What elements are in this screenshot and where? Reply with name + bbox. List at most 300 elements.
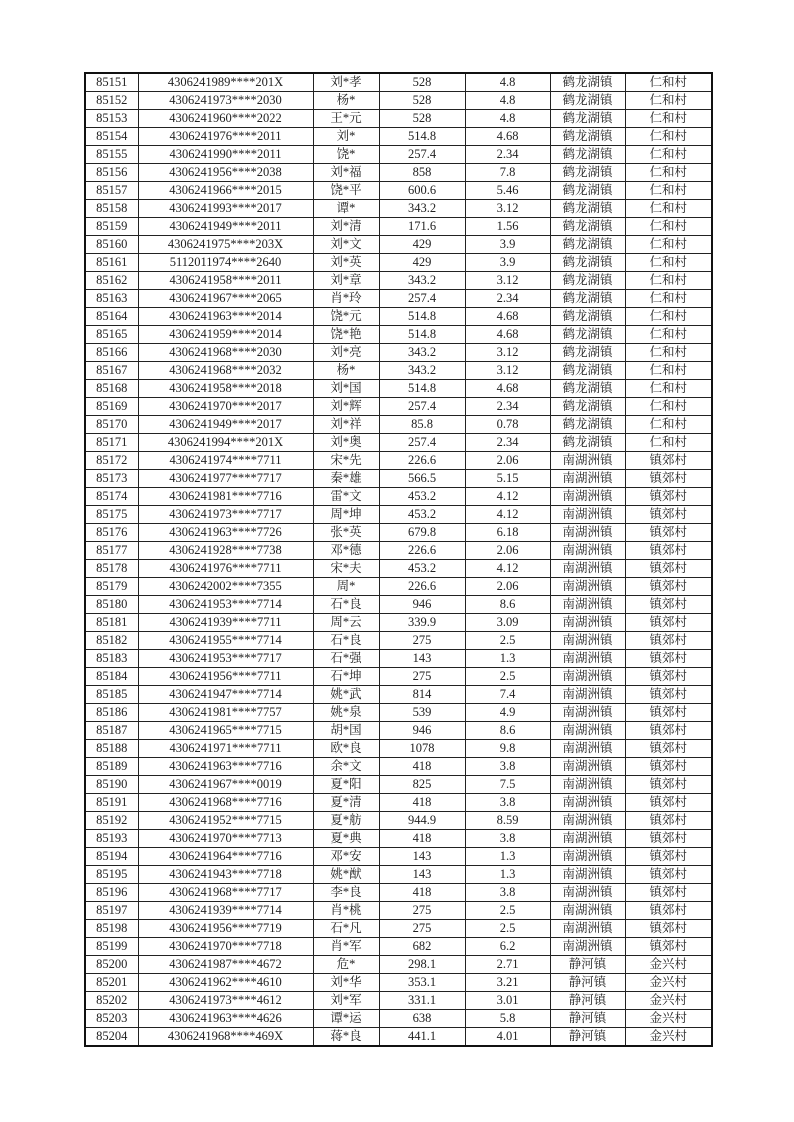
name-cell: 刘*祥 [313, 416, 379, 434]
id-number-cell: 4306241967****2065 [138, 290, 313, 308]
serial-number-cell: 85197 [85, 902, 138, 920]
town-cell: 南湖洲镇 [550, 704, 625, 722]
table-row [85, 686, 712, 704]
village-cell: 镇郊村 [625, 938, 712, 956]
amount-cell: 944.9 [379, 812, 465, 830]
amount-cell: 257.4 [379, 146, 465, 164]
id-number-cell: 4306241994****201X [138, 434, 313, 452]
id-number-cell: 4306241947****7714 [138, 686, 313, 704]
name-cell: 张*英 [313, 524, 379, 542]
name-cell: 夏*阳 [313, 776, 379, 794]
table-row [85, 596, 712, 614]
table-row [85, 164, 712, 182]
town-cell: 南湖洲镇 [550, 596, 625, 614]
id-number-cell: 4306241949****2011 [138, 218, 313, 236]
name-cell: 李*良 [313, 884, 379, 902]
area-cell: 2.5 [465, 902, 550, 920]
serial-number-cell: 85171 [85, 434, 138, 452]
name-cell: 饶*艳 [313, 326, 379, 344]
town-cell: 南湖洲镇 [550, 686, 625, 704]
name-cell: 石*良 [313, 632, 379, 650]
serial-number-cell: 85179 [85, 578, 138, 596]
name-cell: 刘*奥 [313, 434, 379, 452]
name-cell: 刘*清 [313, 218, 379, 236]
village-cell: 镇郊村 [625, 632, 712, 650]
serial-number-cell: 85182 [85, 632, 138, 650]
id-number-cell: 4306241981****7757 [138, 704, 313, 722]
area-cell: 4.8 [465, 92, 550, 110]
village-cell: 仁和村 [625, 272, 712, 290]
serial-number-cell: 85198 [85, 920, 138, 938]
area-cell: 2.5 [465, 920, 550, 938]
town-cell: 鹤龙湖镇 [550, 110, 625, 128]
id-number-cell: 4306241970****7713 [138, 830, 313, 848]
area-cell: 3.09 [465, 614, 550, 632]
serial-number-cell: 85165 [85, 326, 138, 344]
village-cell: 仁和村 [625, 290, 712, 308]
table-row [85, 902, 712, 920]
serial-number-cell: 85180 [85, 596, 138, 614]
area-cell: 5.46 [465, 182, 550, 200]
name-cell: 肖*桃 [313, 902, 379, 920]
name-cell: 饶* [313, 146, 379, 164]
area-cell: 4.8 [465, 110, 550, 128]
area-cell: 6.18 [465, 524, 550, 542]
name-cell: 谭*运 [313, 1010, 379, 1028]
town-cell: 鹤龙湖镇 [550, 254, 625, 272]
id-number-cell: 4306241973****2030 [138, 92, 313, 110]
serial-number-cell: 85155 [85, 146, 138, 164]
amount-cell: 528 [379, 110, 465, 128]
serial-number-cell: 85159 [85, 218, 138, 236]
serial-number-cell: 85174 [85, 488, 138, 506]
serial-number-cell: 85192 [85, 812, 138, 830]
name-cell: 夏*舫 [313, 812, 379, 830]
village-cell: 镇郊村 [625, 704, 712, 722]
village-cell: 仁和村 [625, 218, 712, 236]
table-row [85, 254, 712, 272]
town-cell: 鹤龙湖镇 [550, 146, 625, 164]
area-cell: 4.68 [465, 308, 550, 326]
town-cell: 南湖洲镇 [550, 488, 625, 506]
name-cell: 刘*英 [313, 254, 379, 272]
name-cell: 夏*典 [313, 830, 379, 848]
amount-cell: 343.2 [379, 362, 465, 380]
town-cell: 南湖洲镇 [550, 848, 625, 866]
town-cell: 南湖洲镇 [550, 614, 625, 632]
town-cell: 南湖洲镇 [550, 524, 625, 542]
village-cell: 仁和村 [625, 254, 712, 272]
town-cell: 南湖洲镇 [550, 758, 625, 776]
table-row [85, 344, 712, 362]
name-cell: 刘* [313, 128, 379, 146]
town-cell: 南湖洲镇 [550, 668, 625, 686]
area-cell: 3.8 [465, 794, 550, 812]
id-number-cell: 4306241987****4672 [138, 956, 313, 974]
serial-number-cell: 85158 [85, 200, 138, 218]
village-cell: 镇郊村 [625, 452, 712, 470]
id-number-cell: 4306241968****2032 [138, 362, 313, 380]
id-number-cell: 4306241976****2011 [138, 128, 313, 146]
id-number-cell: 4306241956****7719 [138, 920, 313, 938]
table-row [85, 632, 712, 650]
area-cell: 2.34 [465, 434, 550, 452]
table-row [85, 182, 712, 200]
amount-cell: 343.2 [379, 344, 465, 362]
amount-cell: 418 [379, 830, 465, 848]
town-cell: 鹤龙湖镇 [550, 182, 625, 200]
id-number-cell: 4306241939****7711 [138, 614, 313, 632]
id-number-cell: 4306241970****7718 [138, 938, 313, 956]
name-cell: 刘*文 [313, 236, 379, 254]
town-cell: 鹤龙湖镇 [550, 218, 625, 236]
village-cell: 镇郊村 [625, 758, 712, 776]
village-cell: 镇郊村 [625, 578, 712, 596]
amount-cell: 339.9 [379, 614, 465, 632]
area-cell: 2.5 [465, 632, 550, 650]
village-cell: 镇郊村 [625, 560, 712, 578]
village-cell: 金兴村 [625, 974, 712, 992]
town-cell: 鹤龙湖镇 [550, 272, 625, 290]
town-cell: 鹤龙湖镇 [550, 434, 625, 452]
amount-cell: 514.8 [379, 326, 465, 344]
town-cell: 静河镇 [550, 1010, 625, 1028]
town-cell: 南湖洲镇 [550, 452, 625, 470]
amount-cell: 441.1 [379, 1028, 465, 1047]
amount-cell: 257.4 [379, 434, 465, 452]
town-cell: 鹤龙湖镇 [550, 416, 625, 434]
name-cell: 杨* [313, 92, 379, 110]
town-cell: 南湖洲镇 [550, 830, 625, 848]
table-row [85, 416, 712, 434]
id-number-cell: 4306241953****7714 [138, 596, 313, 614]
village-cell: 镇郊村 [625, 740, 712, 758]
town-cell: 静河镇 [550, 1028, 625, 1047]
amount-cell: 600.6 [379, 182, 465, 200]
id-number-cell: 4306241956****2038 [138, 164, 313, 182]
serial-number-cell: 85181 [85, 614, 138, 632]
serial-number-cell: 85172 [85, 452, 138, 470]
id-number-cell: 4306241963****2014 [138, 308, 313, 326]
serial-number-cell: 85196 [85, 884, 138, 902]
id-number-cell: 4306241981****7716 [138, 488, 313, 506]
town-cell: 鹤龙湖镇 [550, 200, 625, 218]
table-row [85, 542, 712, 560]
table-row [85, 308, 712, 326]
village-cell: 镇郊村 [625, 776, 712, 794]
town-cell: 南湖洲镇 [550, 920, 625, 938]
serial-number-cell: 85199 [85, 938, 138, 956]
town-cell: 南湖洲镇 [550, 560, 625, 578]
table-row [85, 218, 712, 236]
name-cell: 刘*军 [313, 992, 379, 1010]
id-number-cell: 4306241960****2022 [138, 110, 313, 128]
amount-cell: 946 [379, 722, 465, 740]
area-cell: 3.8 [465, 758, 550, 776]
id-number-cell: 4306241949****2017 [138, 416, 313, 434]
area-cell: 2.06 [465, 452, 550, 470]
town-cell: 南湖洲镇 [550, 884, 625, 902]
area-cell: 2.71 [465, 956, 550, 974]
town-cell: 南湖洲镇 [550, 506, 625, 524]
table-row [85, 740, 712, 758]
serial-number-cell: 85163 [85, 290, 138, 308]
village-cell: 镇郊村 [625, 920, 712, 938]
area-cell: 8.6 [465, 596, 550, 614]
amount-cell: 343.2 [379, 272, 465, 290]
id-number-cell: 4306241956****7711 [138, 668, 313, 686]
name-cell: 危* [313, 956, 379, 974]
town-cell: 鹤龙湖镇 [550, 92, 625, 110]
area-cell: 3.12 [465, 200, 550, 218]
id-number-cell: 4306241977****7717 [138, 470, 313, 488]
amount-cell: 257.4 [379, 398, 465, 416]
table-row [85, 668, 712, 686]
village-cell: 镇郊村 [625, 794, 712, 812]
area-cell: 0.78 [465, 416, 550, 434]
name-cell: 欧*良 [313, 740, 379, 758]
amount-cell: 514.8 [379, 380, 465, 398]
serial-number-cell: 85187 [85, 722, 138, 740]
village-cell: 仁和村 [625, 416, 712, 434]
serial-number-cell: 85189 [85, 758, 138, 776]
amount-cell: 566.5 [379, 470, 465, 488]
village-cell: 仁和村 [625, 362, 712, 380]
name-cell: 饶*元 [313, 308, 379, 326]
village-cell: 镇郊村 [625, 668, 712, 686]
village-cell: 仁和村 [625, 110, 712, 128]
village-cell: 镇郊村 [625, 488, 712, 506]
area-cell: 3.9 [465, 254, 550, 272]
town-cell: 静河镇 [550, 956, 625, 974]
serial-number-cell: 85185 [85, 686, 138, 704]
town-cell: 南湖洲镇 [550, 812, 625, 830]
serial-number-cell: 85164 [85, 308, 138, 326]
id-number-cell: 4306241976****7711 [138, 560, 313, 578]
area-cell: 2.06 [465, 542, 550, 560]
area-cell: 4.01 [465, 1028, 550, 1047]
table-row [85, 938, 712, 956]
name-cell: 宋*夫 [313, 560, 379, 578]
village-cell: 仁和村 [625, 200, 712, 218]
id-number-cell: 4306241959****2014 [138, 326, 313, 344]
area-cell: 3.8 [465, 830, 550, 848]
table-row [85, 848, 712, 866]
amount-cell: 429 [379, 254, 465, 272]
name-cell: 蒋*良 [313, 1028, 379, 1047]
name-cell: 刘*福 [313, 164, 379, 182]
area-cell: 8.59 [465, 812, 550, 830]
id-number-cell: 4306241975****203X [138, 236, 313, 254]
table-body [85, 73, 712, 1046]
amount-cell: 226.6 [379, 542, 465, 560]
serial-number-cell: 85162 [85, 272, 138, 290]
amount-cell: 85.8 [379, 416, 465, 434]
name-cell: 雷*文 [313, 488, 379, 506]
area-cell: 3.8 [465, 884, 550, 902]
id-number-cell: 4306241974****7711 [138, 452, 313, 470]
table-row [85, 758, 712, 776]
id-number-cell: 4306241962****4610 [138, 974, 313, 992]
village-cell: 镇郊村 [625, 902, 712, 920]
town-cell: 鹤龙湖镇 [550, 290, 625, 308]
village-cell: 仁和村 [625, 326, 712, 344]
id-number-cell: 4306241958****2018 [138, 380, 313, 398]
name-cell: 王*元 [313, 110, 379, 128]
amount-cell: 353.1 [379, 974, 465, 992]
id-number-cell: 4306241963****4626 [138, 1010, 313, 1028]
village-cell: 金兴村 [625, 1010, 712, 1028]
town-cell: 鹤龙湖镇 [550, 308, 625, 326]
area-cell: 3.12 [465, 362, 550, 380]
village-cell: 镇郊村 [625, 542, 712, 560]
table-row [85, 272, 712, 290]
table-row [85, 650, 712, 668]
amount-cell: 171.6 [379, 218, 465, 236]
area-cell: 2.34 [465, 290, 550, 308]
serial-number-cell: 85168 [85, 380, 138, 398]
amount-cell: 275 [379, 668, 465, 686]
town-cell: 鹤龙湖镇 [550, 398, 625, 416]
serial-number-cell: 85173 [85, 470, 138, 488]
table-row [85, 812, 712, 830]
town-cell: 南湖洲镇 [550, 470, 625, 488]
village-cell: 仁和村 [625, 73, 712, 92]
name-cell: 夏*清 [313, 794, 379, 812]
town-cell: 南湖洲镇 [550, 650, 625, 668]
town-cell: 静河镇 [550, 974, 625, 992]
table-row [85, 884, 712, 902]
id-number-cell: 4306241993****2017 [138, 200, 313, 218]
name-cell: 肖*军 [313, 938, 379, 956]
amount-cell: 528 [379, 92, 465, 110]
table-row [85, 380, 712, 398]
name-cell: 刘*国 [313, 380, 379, 398]
id-number-cell: 4306241939****7714 [138, 902, 313, 920]
serial-number-cell: 85195 [85, 866, 138, 884]
id-number-cell: 4306241965****7715 [138, 722, 313, 740]
village-cell: 仁和村 [625, 236, 712, 254]
village-cell: 镇郊村 [625, 686, 712, 704]
id-number-cell: 4306241958****2011 [138, 272, 313, 290]
id-number-cell: 4306241973****4612 [138, 992, 313, 1010]
town-cell: 鹤龙湖镇 [550, 344, 625, 362]
table-row [85, 200, 712, 218]
area-cell: 4.8 [465, 73, 550, 92]
table-row [85, 830, 712, 848]
serial-number-cell: 85160 [85, 236, 138, 254]
amount-cell: 418 [379, 758, 465, 776]
area-cell: 4.12 [465, 560, 550, 578]
id-number-cell: 4306242002****7355 [138, 578, 313, 596]
name-cell: 杨* [313, 362, 379, 380]
serial-number-cell: 85151 [85, 73, 138, 92]
table-row [85, 146, 712, 164]
name-cell: 周* [313, 578, 379, 596]
serial-number-cell: 85193 [85, 830, 138, 848]
village-cell: 仁和村 [625, 434, 712, 452]
area-cell: 1.3 [465, 650, 550, 668]
amount-cell: 226.6 [379, 452, 465, 470]
area-cell: 4.68 [465, 326, 550, 344]
amount-cell: 825 [379, 776, 465, 794]
serial-number-cell: 85202 [85, 992, 138, 1010]
serial-number-cell: 85157 [85, 182, 138, 200]
area-cell: 1.3 [465, 848, 550, 866]
table-row [85, 452, 712, 470]
table-row [85, 73, 712, 92]
serial-number-cell: 85154 [85, 128, 138, 146]
table-row [85, 506, 712, 524]
id-number-cell: 4306241968****469X [138, 1028, 313, 1047]
area-cell: 3.01 [465, 992, 550, 1010]
id-number-cell: 4306241928****7738 [138, 542, 313, 560]
table-row [85, 92, 712, 110]
table-row [85, 290, 712, 308]
serial-number-cell: 85176 [85, 524, 138, 542]
town-cell: 鹤龙湖镇 [550, 326, 625, 344]
area-cell: 1.3 [465, 866, 550, 884]
name-cell: 周*坤 [313, 506, 379, 524]
area-cell: 3.12 [465, 272, 550, 290]
table-row [85, 794, 712, 812]
name-cell: 谭* [313, 200, 379, 218]
name-cell: 刘*亮 [313, 344, 379, 362]
serial-number-cell: 85186 [85, 704, 138, 722]
amount-cell: 528 [379, 73, 465, 92]
town-cell: 南湖洲镇 [550, 722, 625, 740]
village-cell: 仁和村 [625, 182, 712, 200]
table-row [85, 776, 712, 794]
name-cell: 邓*德 [313, 542, 379, 560]
serial-number-cell: 85170 [85, 416, 138, 434]
serial-number-cell: 85177 [85, 542, 138, 560]
town-cell: 鹤龙湖镇 [550, 236, 625, 254]
name-cell: 刘*孝 [313, 73, 379, 92]
town-cell: 鹤龙湖镇 [550, 164, 625, 182]
town-cell: 鹤龙湖镇 [550, 380, 625, 398]
town-cell: 南湖洲镇 [550, 578, 625, 596]
town-cell: 南湖洲镇 [550, 902, 625, 920]
id-number-cell: 4306241967****0019 [138, 776, 313, 794]
town-cell: 南湖洲镇 [550, 938, 625, 956]
town-cell: 南湖洲镇 [550, 776, 625, 794]
id-number-cell: 4306241953****7717 [138, 650, 313, 668]
table-row [85, 614, 712, 632]
id-number-cell: 4306241968****7716 [138, 794, 313, 812]
name-cell: 邓*安 [313, 848, 379, 866]
name-cell: 姚*武 [313, 686, 379, 704]
id-number-cell: 4306241943****7718 [138, 866, 313, 884]
name-cell: 秦*雄 [313, 470, 379, 488]
town-cell: 南湖洲镇 [550, 542, 625, 560]
area-cell: 4.12 [465, 488, 550, 506]
village-cell: 镇郊村 [625, 812, 712, 830]
table-row [85, 956, 712, 974]
serial-number-cell: 85169 [85, 398, 138, 416]
serial-number-cell: 85167 [85, 362, 138, 380]
data-table [84, 72, 713, 1047]
village-cell: 镇郊村 [625, 722, 712, 740]
id-number-cell: 4306241989****201X [138, 73, 313, 92]
amount-cell: 226.6 [379, 578, 465, 596]
amount-cell: 638 [379, 1010, 465, 1028]
town-cell: 静河镇 [550, 992, 625, 1010]
area-cell: 1.56 [465, 218, 550, 236]
id-number-cell: 4306241968****7717 [138, 884, 313, 902]
village-cell: 镇郊村 [625, 650, 712, 668]
area-cell: 9.8 [465, 740, 550, 758]
